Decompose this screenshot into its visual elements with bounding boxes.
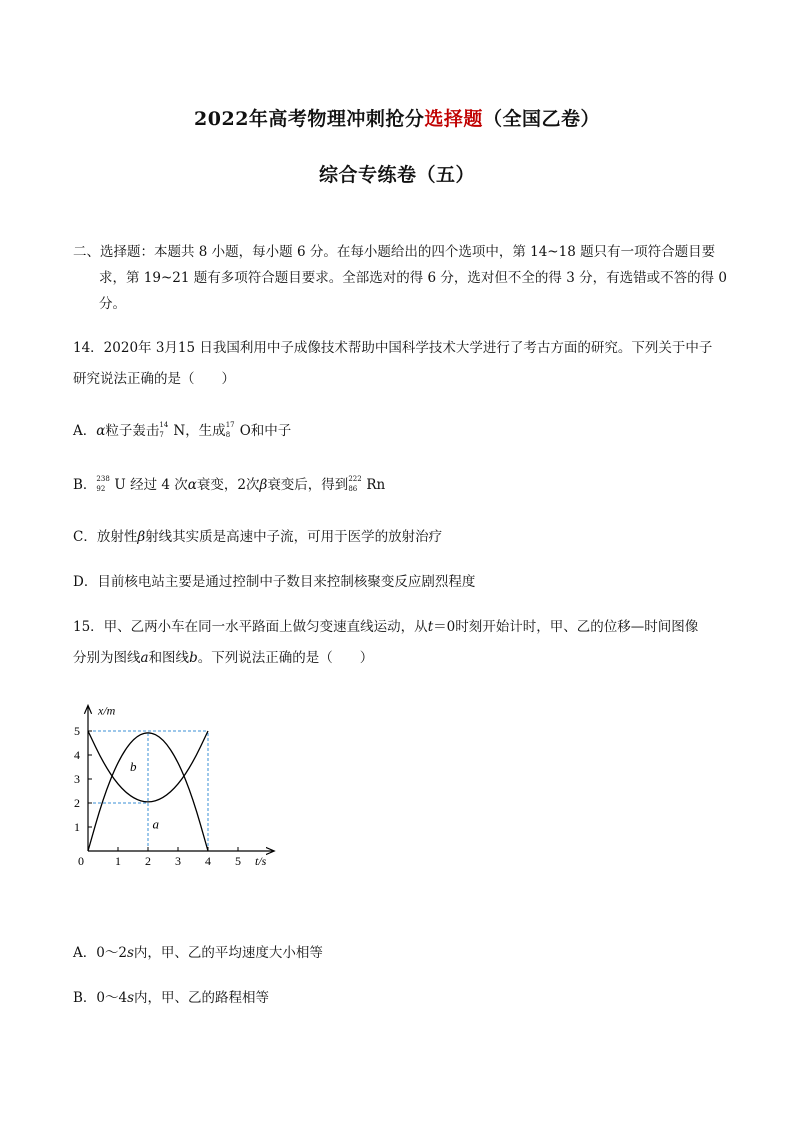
nitrogen-nuclide: 14 7 <box>159 420 169 439</box>
instructions-line-3: 分。 <box>99 296 126 312</box>
q15-option-b: B．0～4s内，甲、乙的路程相等 <box>73 990 270 1006</box>
x-tick-label-2: 2 <box>145 854 151 868</box>
title-highlight: 选择题 <box>424 108 483 130</box>
x-tick-label-1: 1 <box>115 854 121 868</box>
q14-stem-line-2: 研究说法正确的是（ ） <box>73 371 235 387</box>
series-a-label: a <box>152 816 159 832</box>
y-tick-label-3: 3 <box>74 772 80 786</box>
q15-stem-line-2: 分别为图线a和图线b。下列说法正确的是（ ） <box>73 650 374 666</box>
x-tick-label-3: 3 <box>175 854 181 868</box>
q14-option-a: A．α粒子轰击 14 7 N，生成 17 8 O和中子 <box>73 421 291 442</box>
q15-option-a: A．0～2s内，甲、乙的平均速度大小相等 <box>73 945 323 961</box>
page-title: 2022年高考物理冲刺抢分选择题（全国乙卷） <box>194 108 600 130</box>
oxygen-nuclide: 17 8 <box>225 420 235 439</box>
radon-nuclide: 222 86 <box>348 474 362 493</box>
instructions-line-1: 二、选择题：本题共 8 小题，每小题 6 分。在每小题给出的四个选项中，第 14~18 题只有一项符合题目要 <box>73 244 716 260</box>
x-tick-label-5: 5 <box>235 854 241 868</box>
x-axis-label: t/s <box>255 854 267 868</box>
origin-label: 0 <box>78 854 84 868</box>
position-time-chart <box>60 688 290 874</box>
q14-stem-line-1: 14．2020年 3月15 日我国利用中子成像技术帮助中国科学技术大学进行了考古方面的研究。下列关于中子 <box>73 340 713 356</box>
q14-option-c: C．放射性β射线其实质是高速中子流，可用于医学的放射治疗 <box>73 529 443 545</box>
x-tick-label-4: 4 <box>205 854 211 868</box>
y-tick-label-5: 5 <box>74 724 80 738</box>
y-tick-label-4: 4 <box>74 748 80 762</box>
q15-stem-line-1: 15．甲、乙两小车在同一水平路面上做匀变速直线运动，从t＝0时刻开始计时，甲、乙的位移—时间图像 <box>73 619 699 635</box>
y-tick-label-1: 1 <box>74 820 80 834</box>
page-subtitle: 综合专练卷（五） <box>318 164 475 186</box>
q14-option-b: B． 238 92 U 经过 4 次α衰变，2次β衰变后，得到 222 86 Rn <box>73 475 385 496</box>
y-axis-label: x/m <box>98 703 116 718</box>
y-tick-label-2: 2 <box>74 796 80 810</box>
q14-option-d: D．目前核电站主要是通过控制中子数目来控制核聚变反应剧烈程度 <box>73 574 476 590</box>
uranium-nuclide: 238 92 <box>96 474 110 493</box>
series-b-label: b <box>130 759 137 774</box>
instructions-line-2: 求，第 19~21 题有多项符合题目要求。全部选对的得 6 分，选对但不全的得 3 分，有选错或不答的得 0 <box>99 270 727 286</box>
